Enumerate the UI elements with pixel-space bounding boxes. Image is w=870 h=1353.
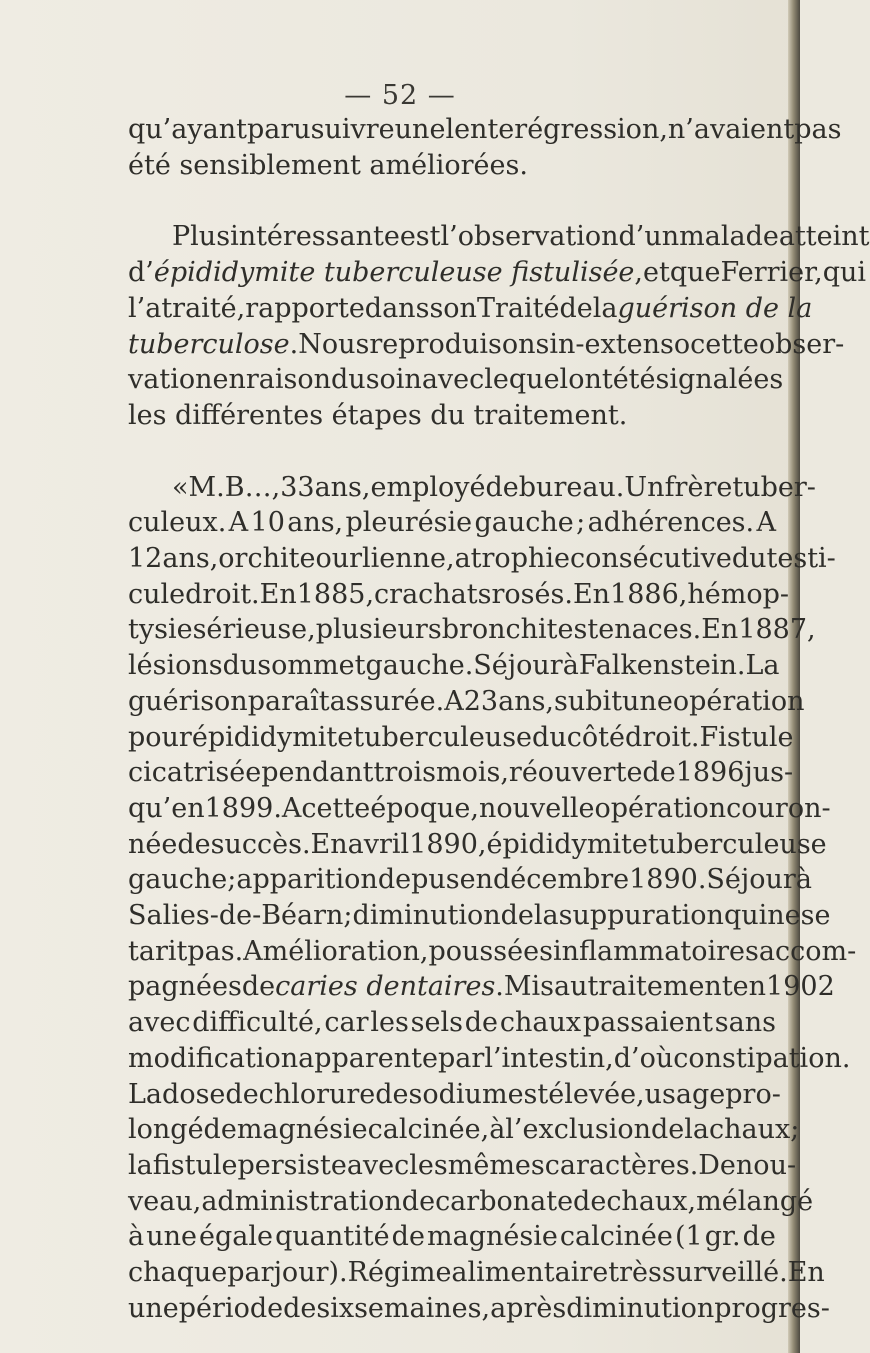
word: lequel [484, 364, 569, 396]
paragraph-gap [128, 434, 776, 470]
word: guérison [128, 685, 248, 717]
word: chaux [499, 1007, 582, 1039]
word: semaines, [354, 1292, 491, 1324]
text-line [128, 684, 805, 720]
word: suppuration [558, 900, 724, 932]
word: B…, [224, 471, 281, 503]
word: Séjour [706, 864, 796, 896]
word: cette [301, 792, 371, 824]
word: Traité [476, 292, 560, 324]
word: intéressante [230, 221, 400, 253]
word: de [283, 1292, 317, 1324]
word: de [651, 1114, 685, 1146]
word: de [391, 1221, 425, 1253]
word: de [177, 828, 211, 860]
word: subit [554, 685, 623, 717]
word: paru [246, 114, 311, 145]
text-line [128, 791, 831, 827]
word: La [745, 650, 780, 682]
word: longé [128, 1114, 204, 1146]
word: malade [679, 221, 779, 253]
word: diminution [566, 1292, 715, 1324]
word: carbonate [435, 1185, 574, 1217]
word: mêmes [447, 1149, 545, 1181]
word: tuberculeuse [353, 721, 533, 753]
word: opération [594, 792, 727, 824]
word: avec [421, 364, 485, 396]
word: Amélioration, [243, 935, 429, 967]
word: l’exclusion [505, 1114, 652, 1146]
text-line [128, 1041, 851, 1077]
word: est [399, 221, 441, 253]
word: dose [162, 1078, 226, 1110]
word: A [444, 685, 464, 717]
word: Séjour [473, 650, 563, 682]
italic-text: caries dentaires [275, 971, 496, 1003]
word: En [310, 828, 348, 860]
word: ans, [314, 471, 371, 503]
word: de [241, 971, 276, 1003]
word: du [731, 543, 767, 575]
italic-text: épididymite tuberculeuse fistulisée [153, 257, 635, 289]
word: côté [566, 721, 625, 753]
word: en [732, 971, 767, 1003]
word: A [756, 507, 776, 539]
text-line [128, 148, 776, 184]
word: décembre [492, 864, 630, 896]
word: orchite [218, 543, 316, 575]
word: réouverte [508, 757, 643, 789]
text-line [128, 112, 842, 148]
word: de [464, 1007, 499, 1039]
word: droit. [185, 578, 260, 610]
word: qui [822, 257, 866, 289]
word: une [394, 114, 446, 145]
word: magnésie [236, 1114, 368, 1146]
word: cule [128, 578, 186, 610]
word: consécutive [569, 543, 732, 575]
word: plusieurs [315, 614, 442, 646]
word: gauche. [365, 650, 474, 682]
word: pour [128, 721, 192, 753]
word: passaient [582, 1007, 713, 1039]
text-line [128, 1005, 776, 1041]
word: . [289, 328, 299, 360]
word: gauche [474, 507, 574, 539]
word: six [316, 1292, 355, 1324]
word: traité, [161, 292, 246, 324]
word: jus- [744, 757, 794, 789]
word: Nous [298, 328, 370, 360]
word: signalées [655, 364, 784, 396]
word: qu’en [128, 792, 205, 824]
word: la [592, 292, 618, 324]
word: . [495, 971, 504, 1003]
word: succès. [210, 828, 311, 860]
word: la [128, 1149, 153, 1181]
word: calcinée [559, 1221, 673, 1253]
word: ont [568, 364, 613, 396]
word: en [212, 364, 246, 396]
word: quantité [275, 1221, 390, 1253]
text-line [128, 291, 813, 327]
word: d’ [128, 257, 154, 289]
word: ans, [162, 543, 219, 575]
text-line [128, 541, 836, 577]
word: Régime [347, 1257, 452, 1289]
word: fistule [152, 1149, 238, 1181]
word: 1899. [204, 792, 282, 824]
word: qu’ayant [128, 114, 247, 145]
word: dans [364, 292, 430, 324]
word: tarit [128, 935, 188, 967]
word: avec [128, 1007, 191, 1039]
word: née [128, 828, 178, 860]
word: rapporte [245, 292, 365, 324]
text-line [128, 898, 831, 934]
word: chlorure [258, 1078, 376, 1110]
word: administration [201, 1185, 402, 1217]
word: modification [128, 1042, 299, 1074]
word: caractères. [544, 1149, 699, 1181]
word: vation [128, 364, 213, 396]
word: très [608, 1257, 662, 1289]
body-text [128, 112, 870, 1327]
word: 1886, [610, 578, 688, 610]
word: qui [723, 900, 768, 932]
word: du [532, 721, 567, 753]
word: poussées [428, 935, 553, 967]
word: ; [576, 507, 586, 539]
word: paraît [247, 685, 330, 717]
word: Fistule [699, 721, 794, 753]
word: de [642, 757, 676, 789]
word: de [485, 471, 519, 503]
word: 23 [463, 685, 499, 717]
word: M. [188, 471, 225, 503]
word: 12 [128, 543, 163, 575]
text-line [128, 1255, 825, 1291]
word: été [612, 364, 656, 396]
word: 1890. [629, 864, 707, 896]
word: avril [347, 828, 410, 860]
word: adhérences. [587, 507, 755, 539]
word: couron- [726, 792, 831, 824]
word: pendant [261, 757, 374, 789]
word: sommet [257, 650, 366, 682]
word: testi- [766, 543, 836, 575]
word: cicatrisée [128, 757, 262, 789]
word: A [281, 792, 302, 824]
word: traitement [587, 971, 733, 1003]
word: 33 [280, 471, 315, 503]
word: est [507, 1078, 549, 1110]
word: A [228, 507, 249, 539]
word: au [554, 971, 588, 1003]
text-line [128, 862, 812, 898]
word: de [742, 1221, 776, 1253]
word: Un [624, 471, 665, 503]
word: ; [227, 864, 237, 896]
word: se [800, 900, 831, 932]
word: avec [346, 1149, 410, 1181]
word: employé [370, 471, 486, 503]
word: accom- [758, 935, 857, 967]
word: époque, [370, 792, 479, 824]
word: à [489, 1114, 506, 1146]
word: de [203, 1114, 237, 1146]
word: la [684, 1114, 710, 1146]
word: 1896 [675, 757, 745, 789]
word: atrophie [454, 543, 570, 575]
word: difficulté, [192, 1007, 323, 1039]
word: ans, [498, 685, 555, 717]
word: mélangé [696, 1185, 814, 1217]
word: sodium [408, 1078, 508, 1110]
word: et [643, 257, 670, 289]
word: rosés. [491, 578, 573, 610]
italic-text: guérison de la [617, 292, 813, 324]
word: , [634, 257, 643, 289]
word: sans [714, 1007, 776, 1039]
word: l’intestin, [484, 1042, 614, 1074]
text-line [128, 720, 794, 756]
word: diminution [352, 900, 501, 932]
word: les [370, 1007, 409, 1039]
word: de [375, 1078, 409, 1110]
word: pus [411, 864, 460, 896]
text-line [128, 648, 780, 684]
word: ne [767, 900, 801, 932]
text-line [128, 327, 845, 363]
word: tysie [128, 614, 193, 646]
paragraph-gap [128, 183, 776, 219]
word: En [787, 1257, 825, 1289]
word: frère [664, 471, 733, 503]
word: de [573, 1185, 607, 1217]
text-line [128, 577, 789, 613]
word: 1885, [296, 578, 375, 610]
word: ; [343, 900, 353, 932]
word: apparente [298, 1042, 439, 1074]
word: car [324, 1007, 369, 1039]
word: apparition [236, 864, 378, 896]
text-line [128, 969, 835, 1005]
word: reproduisons [369, 328, 550, 360]
text-line [128, 1077, 781, 1113]
text-line [128, 612, 816, 648]
text-segment: été sensiblement améliorées. [128, 149, 528, 181]
word: une [146, 1221, 197, 1253]
word: La [128, 1078, 163, 1110]
word: gr. [704, 1221, 741, 1253]
word: une [622, 685, 673, 717]
word: nouvelle [478, 792, 595, 824]
word: que [669, 257, 721, 289]
word: trois [373, 757, 436, 789]
word: atteint [778, 221, 870, 253]
text-line [128, 1219, 776, 1255]
text-line [128, 1291, 830, 1327]
word: 1890, [409, 828, 487, 860]
text-line [128, 505, 776, 541]
word: élevée, [548, 1078, 645, 1110]
text-line [128, 219, 870, 255]
text-line [128, 755, 794, 791]
word: obser- [758, 328, 845, 360]
word: tuber- [732, 471, 816, 503]
word: son [429, 292, 477, 324]
word: gauche [128, 864, 228, 896]
word: de [559, 292, 593, 324]
word: l’observation [440, 221, 619, 253]
word: de [500, 900, 534, 932]
word: pas [794, 114, 842, 145]
word: de [377, 864, 412, 896]
text-line [128, 827, 827, 863]
text-line [128, 255, 866, 291]
word: épididymite [191, 721, 354, 753]
word: Plus [172, 221, 231, 253]
word: En [701, 614, 739, 646]
word: Mis [503, 971, 555, 1003]
word: mois, [435, 757, 509, 789]
text-segment: les différentes étapes du traitement. [128, 399, 628, 431]
word: pro- [725, 1078, 781, 1110]
word: opération [672, 685, 805, 717]
word: d’un [618, 221, 680, 253]
word: Ferrier, [720, 257, 823, 289]
word: n’avaient [667, 114, 795, 145]
word: droit. [624, 721, 700, 753]
word: pas. [187, 935, 244, 967]
word: nou- [735, 1149, 797, 1181]
page-number: — 52 — [344, 80, 456, 111]
word: surveillé. [661, 1257, 788, 1289]
word: pagnées [128, 971, 242, 1003]
word: progres- [714, 1292, 830, 1324]
word: bronchites [441, 614, 588, 646]
word: assurée. [329, 685, 445, 717]
word: soin [365, 364, 422, 396]
word: En [259, 578, 297, 610]
word: par [438, 1042, 485, 1074]
word: une [128, 1292, 179, 1324]
word: hémop- [687, 578, 789, 610]
word: crachats [374, 578, 492, 610]
word: ; [790, 1114, 800, 1146]
word: en [459, 864, 493, 896]
text-line [128, 470, 816, 506]
text-line [128, 1112, 800, 1148]
text-line [128, 1184, 814, 1220]
word: période [178, 1292, 284, 1324]
word: du [222, 650, 258, 682]
word: (1 [674, 1221, 703, 1253]
text-line [128, 934, 857, 970]
word: « [172, 471, 189, 503]
word: de [225, 1078, 259, 1110]
word: par [227, 1257, 274, 1289]
word: après [490, 1292, 567, 1324]
word: jour). [273, 1257, 348, 1289]
word: sels [410, 1007, 463, 1039]
word: épididymite [486, 828, 648, 860]
word: chaux [709, 1114, 791, 1146]
word: Falkenstein. [578, 650, 746, 682]
word: d’où [613, 1042, 674, 1074]
word: à [795, 864, 812, 896]
word: usage [644, 1078, 726, 1110]
word: ans, [287, 507, 344, 539]
word: tenaces. [587, 614, 702, 646]
italic-text: tuberculose [128, 328, 290, 360]
word: raison [245, 364, 331, 396]
word: ourlienne, [315, 543, 455, 575]
word: in-extenso [549, 328, 691, 360]
word: sérieuse, [192, 614, 316, 646]
word: culeux. [128, 507, 227, 539]
word: bureau. [518, 471, 625, 503]
word: du [331, 364, 366, 396]
word: les [409, 1149, 448, 1181]
text-line [128, 362, 784, 398]
word: de [401, 1185, 436, 1217]
word: 10 [250, 507, 285, 539]
word: persiste [237, 1149, 347, 1181]
word: cette [690, 328, 759, 360]
word: suivre [310, 114, 395, 145]
word: la [533, 900, 559, 932]
word: inflammatoires [552, 935, 759, 967]
word: calcinée, [367, 1114, 490, 1146]
word: lente [445, 114, 515, 145]
word: à [128, 1221, 145, 1253]
word: tuberculeuse [647, 828, 827, 860]
text-line [128, 398, 776, 434]
word: chaux, [606, 1185, 697, 1217]
word: De [698, 1149, 736, 1181]
word: l’a [128, 292, 162, 324]
word: alimentaire [451, 1257, 609, 1289]
word: pleurésie [345, 507, 473, 539]
word: constipation. [673, 1042, 851, 1074]
word: lésions [128, 650, 223, 682]
word: veau, [128, 1185, 202, 1217]
word: 1887, [738, 614, 816, 646]
word: En [572, 578, 611, 610]
word: magnésie [427, 1221, 558, 1253]
word: 1902 [766, 971, 835, 1003]
word: chaque [128, 1257, 228, 1289]
text-line [128, 1148, 797, 1184]
word: régression, [514, 114, 668, 145]
word: égale [199, 1221, 274, 1253]
word: à [562, 650, 579, 682]
word: Salies-de-Béarn [128, 900, 344, 932]
